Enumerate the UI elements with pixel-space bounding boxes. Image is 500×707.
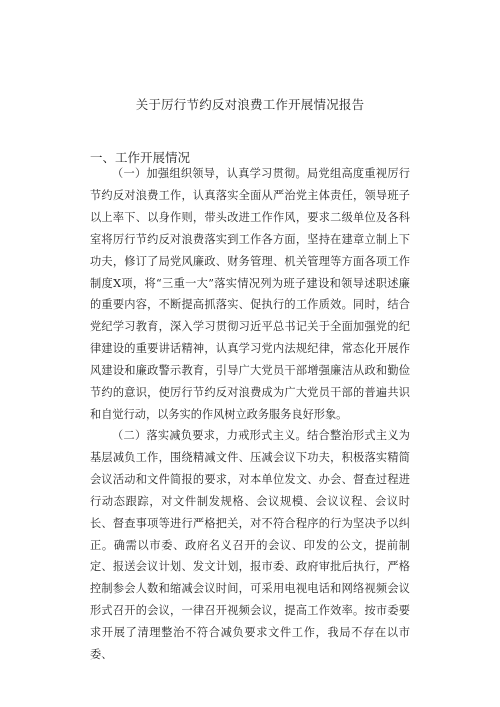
section-heading-work-status: 一、工作开展情况 [90,150,191,165]
paragraph-organization-leadership: （一）加强组织领导，认真学习贯彻。局党组高度重视厉行节约反对浪费工作，认真落实全面从严治党主体责任，领导班子以上率下、以身作则，带头改进工作作风，要求二级单位及各科室将厉行节约反对浪费落实到工作各方面，坚持在建章立制上下功夫，修订了局党风廉政、财务管理、机关管理等方面各项工作制度X项，将“三重一大”落实情况列为班子建设和领导述职述廉的重要内容，不断提高抓落实、促执行的工作质效。同时，结合党纪学习教育，深入学习贯彻习近平总书记关于全面加强党的纪律建设的重要讲话精神，认真学习党内法规纪律，常态化开展作风建设和廉政警示教育，引导广大党员干部增强廉洁从政和勤俭节约的意识，使厉行节约反对浪费成为广大党员干部的普遍共识和自觉行动，以务实的作风树立政务服务良好形象。 [90,167,410,421]
document-title: 关于厉行节约反对浪费工作开展情况报告 [135,97,365,112]
paragraph-burden-reduction: （二）落实减负要求，力戒形式主义。结合整治形式主义为基层减负工作，围绕精减文件、压减会议下功夫，积极落实精简会议活动和文件简报的要求，对本单位发文、办会、督查过程进行动态跟踪，对文件制发规格、会议规模、会议议程、会议时长、督查事项等进行严格把关，对不符合程序的行为坚决予以纠正。确需以市委、政府名义召开的会议、印发的公文，提前制定、报送会议计划、发文计划，报市委、政府审批后执行，严格控制参会人数和缩减会议时间，可采用电视电话和网络视频会议形式召开的会议，一律召开视频会议，提高工作效率。按市委要求开展了清理整治不符合减负要求文件工作，我局不存在以市委、 [90,429,410,662]
